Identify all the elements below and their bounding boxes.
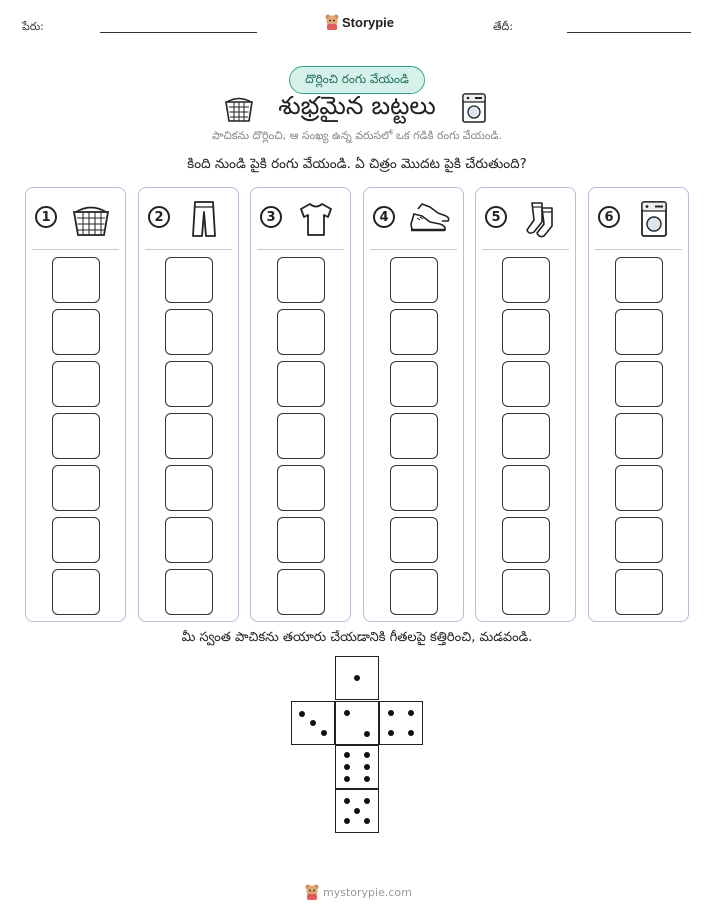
column-divider	[145, 249, 232, 250]
column-number: 4	[373, 206, 395, 228]
color-box[interactable]	[52, 361, 100, 407]
color-box[interactable]	[165, 517, 213, 563]
color-box[interactable]	[502, 309, 550, 355]
color-box[interactable]	[502, 361, 550, 407]
date-line[interactable]	[567, 32, 691, 33]
color-box[interactable]	[615, 413, 663, 459]
column-6	[588, 187, 689, 622]
column-4	[363, 187, 464, 622]
color-box[interactable]	[52, 517, 100, 563]
column-header	[139, 188, 238, 250]
color-box[interactable]	[502, 569, 550, 615]
color-box[interactable]	[277, 569, 325, 615]
color-box[interactable]	[390, 309, 438, 355]
color-box[interactable]	[277, 257, 325, 303]
date-label: తేదీ:	[493, 20, 514, 33]
color-box[interactable]	[277, 309, 325, 355]
die-face-two	[335, 701, 379, 745]
brand-logo	[325, 14, 394, 30]
footer-url[interactable]: mystorypie.com	[323, 885, 412, 899]
column-header	[251, 188, 350, 250]
color-box[interactable]	[52, 413, 100, 459]
color-box[interactable]	[277, 413, 325, 459]
color-box[interactable]	[615, 465, 663, 511]
color-box[interactable]	[52, 309, 100, 355]
color-box[interactable]	[165, 569, 213, 615]
column-number: 5	[485, 206, 507, 228]
color-box[interactable]	[277, 361, 325, 407]
die-face-six	[335, 745, 379, 789]
die-net[interactable]	[290, 656, 425, 836]
column-divider	[482, 249, 569, 250]
color-box[interactable]	[615, 309, 663, 355]
die-face-four	[379, 701, 423, 745]
color-box[interactable]	[165, 465, 213, 511]
color-box[interactable]	[390, 465, 438, 511]
page-title: శుభ్రమైన బట్టలు	[278, 91, 436, 120]
color-box[interactable]	[390, 517, 438, 563]
die-face-five	[335, 789, 379, 833]
color-box[interactable]	[615, 257, 663, 303]
color-box[interactable]	[165, 309, 213, 355]
footer	[305, 884, 415, 900]
color-box[interactable]	[277, 517, 325, 563]
column-divider	[32, 249, 119, 250]
color-box[interactable]	[165, 361, 213, 407]
column-divider	[595, 249, 682, 250]
column-divider	[257, 249, 344, 250]
color-box[interactable]	[277, 465, 325, 511]
color-box[interactable]	[502, 517, 550, 563]
column-5	[475, 187, 576, 622]
color-box[interactable]	[390, 361, 438, 407]
color-box[interactable]	[502, 465, 550, 511]
column-header	[364, 188, 463, 250]
color-box[interactable]	[390, 569, 438, 615]
column-header	[589, 188, 688, 250]
cut-instruction: మీ స్వంత పాచికను తయారు చేయడానికి గీతలపై కత్తిరించి, మడవండి.	[181, 630, 533, 645]
activity-badge: దొర్లించి రంగు వేయండి	[289, 66, 425, 94]
column-header	[26, 188, 125, 250]
color-box[interactable]	[52, 569, 100, 615]
column-number: 3	[260, 206, 282, 228]
color-box[interactable]	[502, 413, 550, 459]
bear-icon	[305, 884, 319, 900]
color-box[interactable]	[615, 569, 663, 615]
subtitle: పాచికను దొర్లించి, ఆ సంఖ్య ఉన్న వరుసలో ఒక గడికి రంగు వేయండి.	[212, 129, 502, 142]
washing-machine-icon	[461, 92, 487, 124]
color-box[interactable]	[390, 413, 438, 459]
color-box[interactable]	[165, 257, 213, 303]
color-box[interactable]	[390, 257, 438, 303]
bear-icon	[325, 14, 339, 30]
column-1	[25, 187, 126, 622]
brand-name: Storypie	[342, 14, 395, 30]
instruction: కింది నుండి పైకి రంగు వేయండి. ఏ చిత్రం మొదట పైకి చేరుతుంది?	[187, 156, 527, 172]
die-face-one	[335, 656, 379, 700]
column-3	[250, 187, 351, 622]
column-2	[138, 187, 239, 622]
color-box[interactable]	[52, 257, 100, 303]
color-box[interactable]	[615, 517, 663, 563]
column-number: 2	[148, 206, 170, 228]
color-box[interactable]	[52, 465, 100, 511]
column-header	[476, 188, 575, 250]
color-box[interactable]	[502, 257, 550, 303]
name-label: పేరు:	[22, 20, 44, 33]
column-number: 1	[35, 206, 57, 228]
column-number: 6	[598, 206, 620, 228]
die-face-three	[291, 701, 335, 745]
name-line[interactable]	[100, 32, 257, 33]
color-box[interactable]	[165, 413, 213, 459]
color-box[interactable]	[615, 361, 663, 407]
column-divider	[370, 249, 457, 250]
